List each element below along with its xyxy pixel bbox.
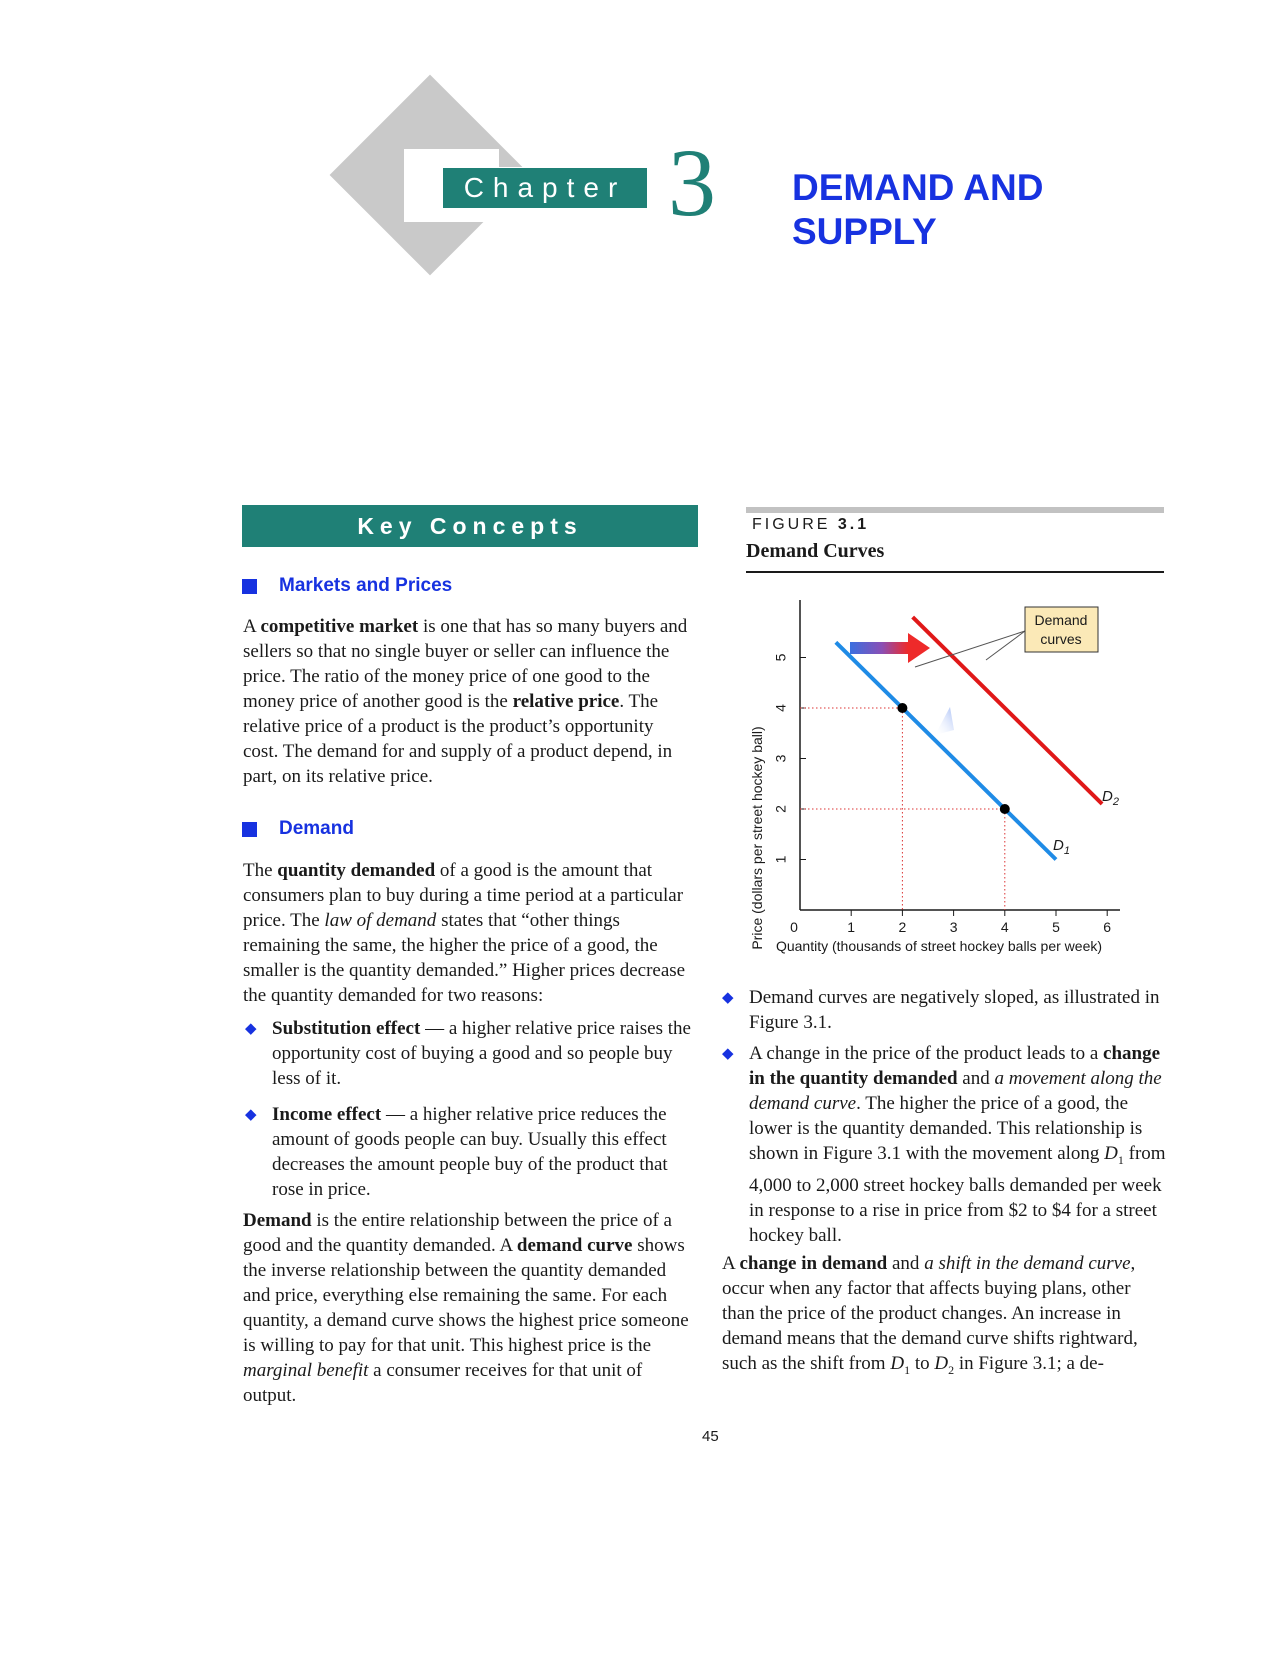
curve-label-d1: $D_1$ [1053, 837, 1070, 857]
callout-leader-d2 [986, 631, 1025, 660]
square-bullet-icon [242, 822, 257, 837]
figure-bottom-rule [746, 571, 1164, 573]
section-heading-demand [242, 818, 354, 840]
section-heading-text: Demand [279, 818, 354, 839]
data-point [897, 703, 907, 713]
figure-label: FIGURE 3.1 [752, 516, 870, 533]
x-tick-label: 1 [847, 919, 856, 935]
section-heading-text: Markets and Prices [279, 575, 453, 596]
demand-definition-paragraph: Demand is the entire relationship between the price of a good and the quantity demanded. A demand curve shows the inverse relationship between the quantity demanded and price, everything else remaining the same. For each quantity, a demand curve shows the highest price someone is willing to pay for that unit. This highest price is the marginal benefit a consumer receives for that unit of output. [243, 1210, 689, 1406]
chapter-title-line2: SUPPLY [792, 211, 937, 252]
x-tick-label: 3 [949, 919, 958, 935]
demand-paragraph: The quantity demanded of a good is the amount that consumers plan to buy during a time period at a particular price. The law of demand states that “other things remaining the same, the higher the price of a good, the smaller is the quantity demanded.” Higher prices decrease the quantity demanded for two reasons: [243, 860, 686, 1006]
y-tick-label: 1 [772, 855, 789, 864]
chapter-title [792, 166, 1192, 254]
data-point [1000, 804, 1010, 814]
demand-curve-d1 [836, 642, 1056, 859]
demand-curves-callout [1025, 607, 1098, 652]
x-tick-label: 2 [898, 919, 907, 935]
diamond-bullet-icon: ◆ [245, 1019, 257, 1037]
chapter-label: Chapter [442, 167, 648, 209]
curve-label-d2: $D_2$ [1102, 788, 1119, 808]
change-in-demand-paragraph: A change in demand and a shift in the demand curve, occur when any factor that affects buying plans, other than the price of the product changes. An increase in demand means that the demand curve shifts rightward, such as the shift from $D_1$ to $D_2$ in Figure 3.1; a de- [722, 1253, 1138, 1377]
y-tick-label: 2 [772, 805, 789, 813]
callout-line1: Demand [1034, 612, 1088, 628]
chapter-title-line1: DEMAND AND [792, 167, 1044, 208]
section-heading-markets [242, 575, 452, 597]
diamond-bullet-icon: ◆ [722, 988, 734, 1006]
bullet-change-in-price: ◆ A change in the price of the product leads to a change in the quantity demanded and a movement along the demand curve. The higher the price of a good, the lower is the quantity demanded. This relationship is shown in Figure 3.1 with the movement along $D_1$ from 4,000 to 2,000 street hockey balls demanded per week in response to a rise in price from $2 to $4 for a street hockey ball. [722, 1043, 1166, 1246]
x-tick-label: 4 [1000, 919, 1009, 935]
chapter-number: 3 [668, 129, 716, 236]
y-axis-label: Price (dollars per street hockey ball) [749, 726, 765, 950]
shift-arrow-icon [850, 633, 930, 663]
diamond-bullet-icon: ◆ [245, 1105, 257, 1123]
y-tick-label: 4 [772, 704, 789, 712]
x-tick-label: 0 [790, 919, 798, 935]
x-tick-label: 6 [1103, 919, 1112, 935]
movement-arrow-icon [935, 707, 954, 735]
figure-top-rule [746, 507, 1164, 513]
bullet-income-effect: ◆ Income effect — a higher relative price reduces the amount of goods people can buy. Usually this effect decreases the amount people buy of the product that rose in price. [245, 1104, 668, 1200]
bullet-negatively-sloped: ◆ Demand curves are negatively sloped, as illustrated in Figure 3.1. [722, 987, 1160, 1033]
markets-paragraph: A competitive market is one that has so many buyers and sellers so that no single buyer or seller can influence the price. The ratio of the money price of one good to the money price of another good is the relative price. The relative price of a product is the product’s opportunity cost. The demand for and supply of a product depend, in part, on its relative price. [243, 616, 688, 787]
diamond-bullet-icon: ◆ [722, 1044, 734, 1062]
x-axis-label: Quantity (thousands of street hockey balls per week) [775, 938, 1103, 954]
x-tick-label: 5 [1052, 919, 1060, 935]
page-number: 45 [702, 1428, 719, 1445]
figure-title: Demand Curves [746, 540, 885, 562]
bullet-substitution-effect: ◆ Substitution effect — a higher relative price raises the opportunity cost of buying a good and so people buy less of it. [245, 1018, 691, 1089]
square-bullet-icon [242, 579, 257, 594]
key-concepts-bar: Key Concepts [242, 505, 698, 547]
y-tick-label: 3 [772, 754, 789, 763]
demand-curves-chart [740, 585, 1140, 965]
y-tick-label: 5 [772, 653, 789, 662]
callout-line2: curves [1040, 631, 1082, 647]
